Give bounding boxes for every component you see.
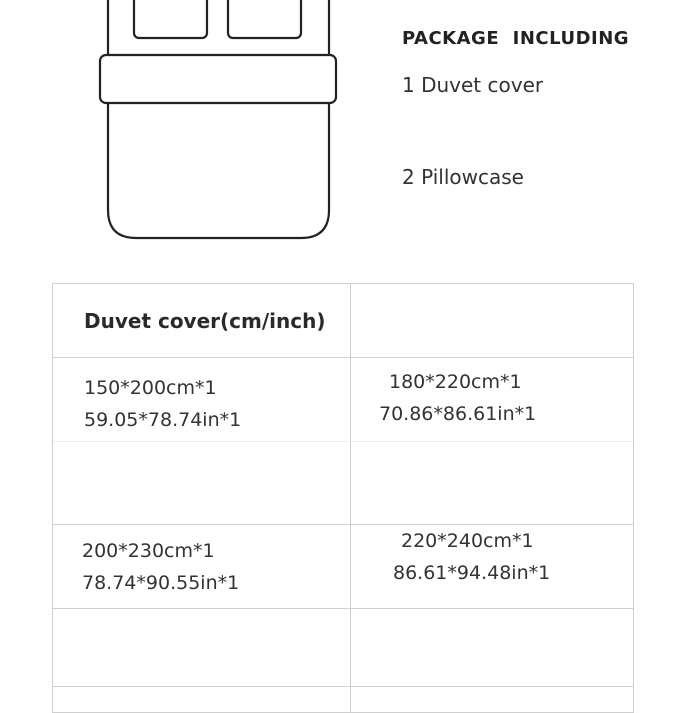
duvet-fold-icon xyxy=(100,55,336,103)
size-cm: 220*240cm*1 xyxy=(401,530,534,552)
table-row-divider xyxy=(53,608,633,609)
size-cell-200x230 xyxy=(82,535,239,599)
size-cm: 180*220cm*1 xyxy=(389,371,522,393)
size-inch: 78.74*90.55in*1 xyxy=(82,572,240,594)
size-cell-180x220 xyxy=(379,366,536,430)
package-item-pillowcase: 2 Pillowcase xyxy=(402,165,524,189)
package-item-duvet-cover: 1 Duvet cover xyxy=(402,73,544,97)
size-inch: 70.86*86.61in*1 xyxy=(379,403,537,425)
table-column-divider xyxy=(350,284,351,712)
size-cell-220x240 xyxy=(393,525,550,589)
size-cm: 150*200cm*1 xyxy=(84,377,217,399)
table-header: Duvet cover(cm/inch) xyxy=(84,309,326,333)
bed-icon xyxy=(96,0,346,250)
size-cm: 200*230cm*1 xyxy=(82,540,215,562)
size-table xyxy=(52,283,634,713)
size-inch: 59.05*78.74in*1 xyxy=(84,409,242,431)
pillow-right-icon xyxy=(228,0,301,38)
size-cell-150x200 xyxy=(84,372,241,436)
pillow-left-icon xyxy=(134,0,207,38)
size-inch: 86.61*94.48in*1 xyxy=(393,562,551,584)
table-row-divider xyxy=(53,686,633,687)
package-title: PACKAGE INCLUDING xyxy=(402,28,630,49)
table-row-divider xyxy=(53,441,633,442)
table-row-divider xyxy=(53,357,633,358)
